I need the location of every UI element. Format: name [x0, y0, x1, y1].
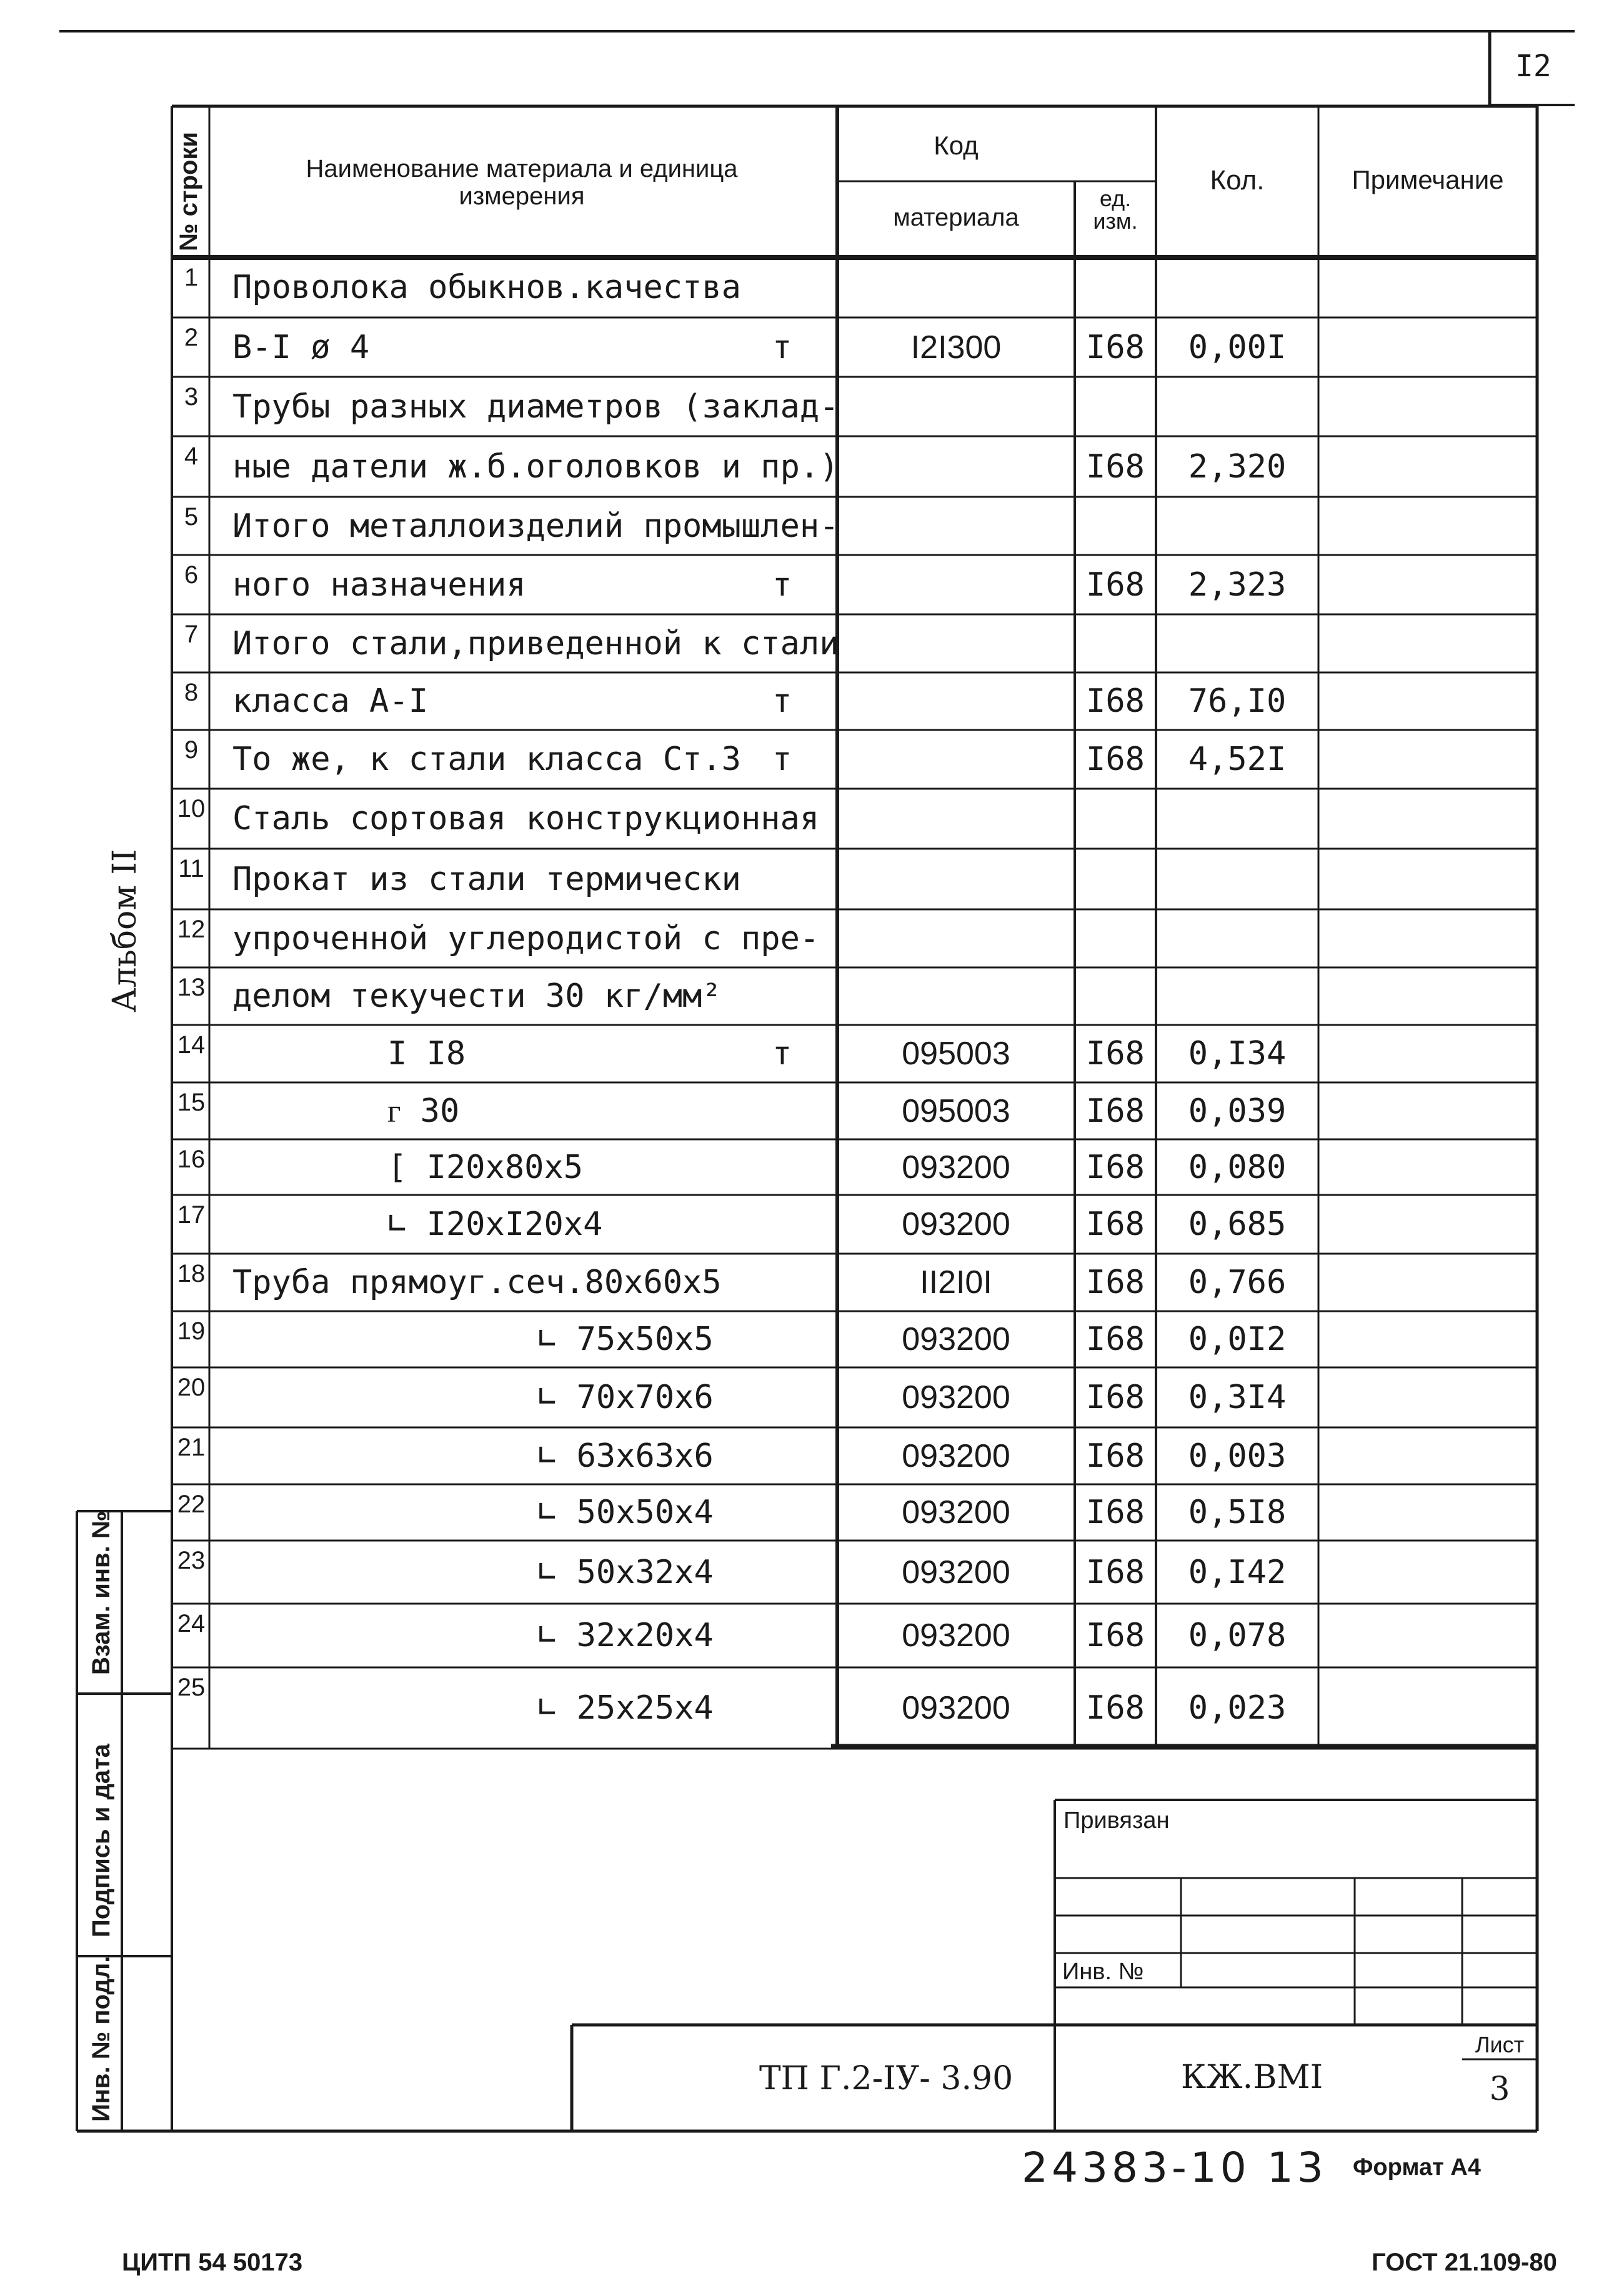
- row-number: 14: [177, 1031, 206, 1059]
- unit-code: I68: [1086, 1437, 1145, 1475]
- quantity: 0,00I: [1188, 328, 1287, 366]
- row-number: 13: [177, 974, 206, 1001]
- row-number: 18: [177, 1260, 206, 1287]
- quantity: 0,023: [1188, 1689, 1287, 1727]
- unit-code: I68: [1086, 1092, 1145, 1130]
- unit-code: I68: [1086, 1553, 1145, 1591]
- header-qty: Кол.: [1210, 165, 1265, 196]
- row-number: 22: [177, 1491, 206, 1518]
- quantity: 0,685: [1188, 1206, 1287, 1243]
- material-name: упроченной углеродистой с пре-: [232, 919, 820, 957]
- material-name: Итого стали,приведенной к стали: [232, 624, 839, 662]
- row-number: 9: [184, 736, 199, 764]
- row-number: 16: [177, 1146, 206, 1173]
- unit-mark: т: [772, 566, 792, 604]
- quantity: 0,080: [1188, 1148, 1287, 1186]
- format-label: Формат А4: [1353, 2154, 1481, 2181]
- material-code: 093200: [902, 1554, 1010, 1591]
- unit-code: I68: [1086, 1617, 1145, 1654]
- row-number: 5: [184, 503, 199, 531]
- material-name: ∟ 50x32x4: [537, 1553, 714, 1591]
- material-code: 093200: [902, 1617, 1010, 1654]
- unit-mark: т: [772, 1035, 792, 1072]
- unit-code: I68: [1086, 1379, 1145, 1416]
- unit-code: I68: [1086, 1148, 1145, 1186]
- unit-mark: т: [772, 741, 792, 778]
- material-code: 093200: [902, 1437, 1010, 1474]
- side-stamp-podpis: Подпись и дата: [87, 1744, 115, 1937]
- material-name: ∟ I20xI20x4: [387, 1206, 603, 1243]
- stamp-doc-code: ТП Г.2-IУ- 3.90: [759, 2060, 1014, 2097]
- quantity: 0,3I4: [1188, 1379, 1287, 1416]
- row-number: 8: [184, 679, 199, 706]
- stamp-list-label: Лист: [1475, 2032, 1525, 2057]
- material-code: 093200: [902, 1690, 1010, 1726]
- unit-code: I68: [1086, 1264, 1145, 1301]
- unit-code: I68: [1086, 1689, 1145, 1727]
- material-code: 095003: [902, 1092, 1010, 1129]
- material-name: Итого металлоизделий промышлен-: [232, 507, 839, 545]
- unit-code: I68: [1086, 566, 1145, 604]
- material-code: 093200: [902, 1379, 1010, 1416]
- material-name: ∟ 50x50x4: [537, 1494, 714, 1531]
- material-code: 093200: [902, 1321, 1010, 1357]
- unit-mark: т: [772, 682, 792, 720]
- material-name: Сталь сортовая конструкционная: [232, 800, 820, 837]
- row-number: 24: [177, 1610, 206, 1637]
- material-name: делом текучести 30 кг/мм²: [232, 977, 722, 1015]
- quantity: 2,320: [1188, 447, 1287, 486]
- row-number: 10: [177, 795, 206, 822]
- material-name: Проволока обыкнов.качества: [232, 269, 741, 306]
- unit-code: I68: [1086, 447, 1145, 486]
- quantity: 0,766: [1188, 1264, 1287, 1301]
- quantity: 0,039: [1188, 1092, 1287, 1130]
- unit-code: I68: [1086, 328, 1145, 366]
- unit-code: I68: [1086, 682, 1145, 720]
- row-number: 2: [184, 324, 199, 351]
- material-name: То же, к стали класса Ст.3: [232, 741, 741, 778]
- stamp-mark: КЖ.ВМI: [1181, 2059, 1323, 2096]
- row-number: 21: [177, 1434, 206, 1461]
- header-note: Примечание: [1352, 165, 1504, 194]
- material-code: 093200: [902, 1206, 1010, 1242]
- quantity: 0,078: [1188, 1617, 1287, 1654]
- row-number: 23: [177, 1547, 206, 1574]
- header-code: Код: [934, 131, 979, 160]
- row-number: 25: [177, 1674, 206, 1701]
- row-number: 15: [177, 1089, 206, 1116]
- side-stamp-vzam: Взам. инв. №: [87, 1511, 115, 1675]
- material-name: I I8: [387, 1035, 466, 1072]
- unit-code: I68: [1086, 1321, 1145, 1358]
- unit-code: I68: [1086, 1206, 1145, 1243]
- stamp-inv-no: Инв. №: [1062, 1959, 1144, 1985]
- material-name: ∟ 70x70x6: [537, 1379, 714, 1416]
- album-label: Альбом II: [106, 849, 144, 1012]
- row-number: 12: [177, 916, 206, 943]
- material-name: Прокат из стали термически: [232, 860, 741, 898]
- unit-code: I68: [1086, 741, 1145, 778]
- row-number: 1: [184, 264, 199, 291]
- material-name: Трубы разных диаметров (заклад-: [232, 387, 839, 426]
- unit-code: I68: [1086, 1494, 1145, 1531]
- quantity: 2,323: [1188, 566, 1287, 604]
- row-number: 3: [184, 383, 199, 411]
- material-name: Труба прямоуг.сеч.80x60x5: [232, 1264, 722, 1301]
- header-unit: ед. изм.: [1093, 186, 1138, 234]
- material-name: ∟ 75x50x5: [537, 1321, 714, 1358]
- handwritten-number: 24383-10 13: [1022, 2144, 1327, 2192]
- material-name: ᴦ 30: [387, 1092, 460, 1130]
- stamp-privyazan: Привязан: [1064, 1807, 1170, 1834]
- row-number: 19: [177, 1317, 206, 1345]
- material-name: ∟ 32x20x4: [537, 1617, 714, 1654]
- footer-right: ГОСТ 21.109-80: [1372, 2249, 1557, 2276]
- quantity: 4,52I: [1188, 741, 1287, 778]
- header-material: материала: [893, 204, 1019, 231]
- quantity: 0,003: [1188, 1437, 1287, 1475]
- row-number: 11: [178, 855, 204, 882]
- material-code: 095003: [902, 1036, 1010, 1072]
- material-name: ∟ 63x63x6: [537, 1437, 714, 1475]
- footer-left: ЦИТП 54 50173: [122, 2249, 303, 2276]
- stamp-list-no: 3: [1489, 2071, 1510, 2108]
- quantity: 0,5I8: [1188, 1494, 1287, 1531]
- quantity: 0,0I2: [1188, 1321, 1287, 1358]
- quantity: 0,I34: [1188, 1035, 1287, 1072]
- material-code: 093200: [902, 1149, 1010, 1186]
- unit-mark: т: [772, 328, 792, 366]
- material-code: 093200: [902, 1494, 1010, 1531]
- quantity: 76,I0: [1188, 682, 1287, 720]
- row-number: 6: [184, 561, 199, 589]
- row-number: 4: [184, 442, 199, 470]
- sheet-corner-number: I2: [1515, 49, 1552, 84]
- material-name: В-I ø 4: [232, 328, 370, 366]
- material-name: ∟ 25x25x4: [537, 1689, 714, 1727]
- material-name: ного назначения: [232, 566, 526, 604]
- quantity: 0,I42: [1188, 1553, 1287, 1591]
- material-code: II2I0I: [920, 1264, 992, 1301]
- header-name: Наименование материала и единица измерения: [306, 155, 738, 210]
- row-number: 20: [177, 1374, 206, 1401]
- material-name: класса А-I: [232, 682, 429, 720]
- header-row-no: № строки: [175, 131, 202, 251]
- side-stamp-inv-podl: Инв. № подл.: [87, 1956, 115, 2122]
- row-number: 7: [184, 621, 199, 648]
- row-number: 17: [177, 1201, 206, 1229]
- material-name: ные датели ж.б.оголовков и пр.): [232, 447, 839, 486]
- unit-code: I68: [1086, 1035, 1145, 1072]
- material-name: [ I20x80x5: [387, 1148, 584, 1186]
- material-code: I2I300: [910, 329, 1002, 366]
